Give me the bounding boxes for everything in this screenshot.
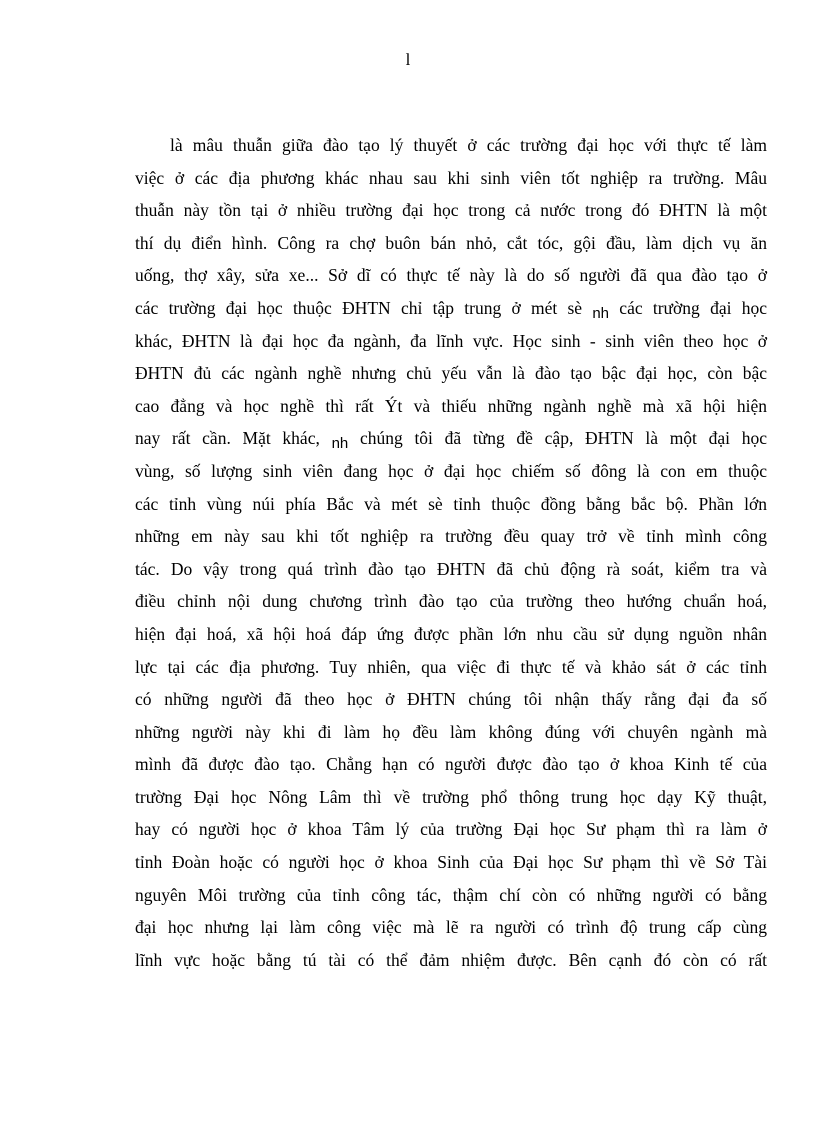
text-line: lực tại các địa phương. Tuy nhiên, qua việc đi thực tế và khảo sát ở các tỉnh bbox=[135, 656, 767, 677]
text-line: trường Đại học Nông Lâm thì về trường phổ thông trung học dạy Kỹ thuật, bbox=[135, 786, 767, 807]
text-line: tác. Do vậy trong quá trình đào tạo ĐHTN đã chủ động rà soát, kiểm tra và bbox=[135, 558, 767, 579]
text-line: có những người đã theo học ở ĐHTN chúng tôi nhận thấy rằng đại đa số bbox=[135, 689, 767, 710]
text-line: những người này khi đi làm họ đều làm không đúng với chuyên ngành mà bbox=[135, 721, 767, 742]
text-line: khác, ĐHTN là đại học đa ngành, đa lĩnh vực. Học sinh - sinh viên theo học ở bbox=[135, 330, 767, 351]
page-number: l bbox=[405, 50, 411, 69]
text-fragment: các trường đại học thuộc ĐHTN chỉ tập trung ở mét sè bbox=[135, 297, 593, 318]
text-line: mình đã được đào tạo. Chẳng hạn có người được đào tạo ở khoa Kinh tế của bbox=[135, 754, 767, 775]
text-line: là mâu thuẫn giữa đào tạo lý thuyết ở các trường đại học với thực tế làm bbox=[170, 135, 767, 155]
text-line: thuẫn này tồn tại ở nhiều trường đại học trong cả nước trong đó ĐHTN là một bbox=[135, 200, 767, 221]
text-line: những em này sau khi tốt nghiệp ra trường đều quay trở về tỉnh mình công bbox=[135, 526, 767, 547]
text-fragment: nay rất cần. Mặt khác, bbox=[135, 428, 332, 449]
text-line: hiện đại hoá, xã hội hoá đáp ứng được phần lớn nhu cầu sử dụng nguồn nhân bbox=[135, 623, 767, 644]
text-line: thí dụ điển hình. Công ra chợ buôn bán nhỏ, cắt tóc, gội đầu, làm dịch vụ ăn bbox=[135, 232, 767, 253]
text-fragment: các trường đại học bbox=[609, 297, 767, 318]
text-line: lĩnh vực hoặc bằng tú tài có thể đảm nhiệm được. Bên cạnh đó còn có rất bbox=[135, 949, 767, 970]
text-line: việc ở các địa phương khác nhau sau khi sinh viên tốt nghiệp ra trường. Mâu bbox=[135, 167, 767, 188]
text-line: tỉnh Đoàn hoặc có người học ở khoa Sinh của Đại học Sư phạm thì về Sở Tài bbox=[135, 852, 767, 873]
text-line: điều chỉnh nội dung chương trình đào tạo của trường theo hướng chuẩn hoá, bbox=[135, 591, 767, 612]
text-line: các tỉnh vùng núi phía Bắc và mét sè tỉnh thuộc đồng bằng bắc bộ. Phần lớn bbox=[135, 493, 767, 514]
text-line: nguyên Môi trường của tỉnh công tác, thậm chí còn có những người có bằng bbox=[135, 884, 767, 905]
text-line bbox=[135, 422, 767, 455]
text-fragment-inline: nh bbox=[331, 435, 349, 453]
text-line: ĐHTN đủ các ngành nghề nhưng chủ yếu vẫn là đào tạo bậc đại học, còn bậc bbox=[135, 363, 767, 384]
text-line bbox=[135, 292, 767, 325]
text-line: uống, thợ xây, sửa xe... Sở dĩ có thực tế này là do số người đã qua đào tạo ở bbox=[135, 265, 767, 286]
text-fragment-inline: nh bbox=[592, 304, 610, 322]
text-line: cao đẳng và học nghề thì rất Ýt và thiếu những ngành nghề mà xã hội hiện bbox=[135, 395, 767, 416]
body-paragraph bbox=[135, 129, 767, 976]
text-line: hay có người học ở khoa Tâm lý của trường Đại học Sư phạm thì ra làm ở bbox=[135, 819, 767, 840]
text-fragment: chúng tôi đã từng đề cập, ĐHTN là một đại học bbox=[348, 428, 767, 449]
text-line: vùng, số lượng sinh viên đang học ở đại học chiếm số đông là con em thuộc bbox=[135, 460, 767, 481]
text-line: đại học nhưng lại làm công việc mà lẽ ra người có trình độ trung cấp cùng bbox=[135, 917, 767, 938]
